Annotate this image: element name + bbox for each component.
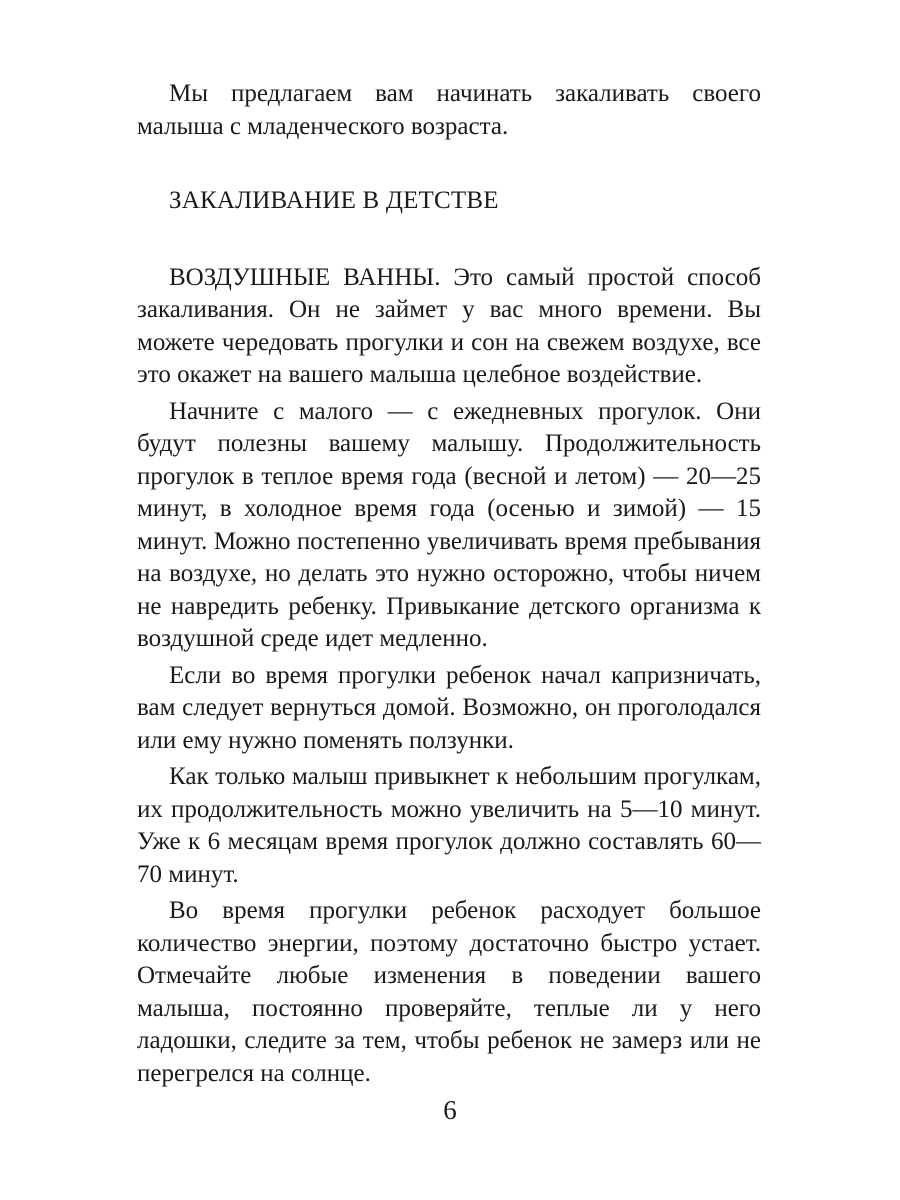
paragraph-increase-duration: Как только малыш привыкнет к небольшим прогулкам, их продолжительность можно увеличить на 5—10 минут. Уже к 6 месяцам время прогулок должно составлять 60—70 минут.	[137, 763, 761, 888]
intro-paragraph: Мы предлагаем вам начинать закаливать своего малыша с младенческого возраста.	[137, 80, 761, 140]
section-heading: ЗАКАЛИВАНИЕ В ДЕТСТВЕ	[169, 187, 499, 214]
paragraph-energy: Во время прогулки ребенок расходует большое количество энергии, поэтому достаточно быстро устает. Отмечайте любые изменения в поведении вашего малыша, постоянно проверяйте, теплые ли у него ладошки, следите за тем, чтобы ребенок не замерз или не перегрелся на солнце.	[137, 897, 761, 1087]
paragraph-fussy-child: Если во время прогулки ребенок начал капризничать, вам следует вернуться домой. Возможно, он проголодался или ему нужно поменять ползунки.	[137, 661, 761, 754]
book-page-text	[137, 78, 761, 1094]
paragraph-air-baths: ВОЗДУШНЫЕ ВАННЫ. Это самый простой способ закаливания. Он не займет у вас много времени. Вы можете чередовать прогулки и сон на свежем воздухе, все это окажет на вашего малыша целебное воздействие.	[137, 263, 761, 388]
paragraph-start-small: Начните с малого — с ежедневных прогулок. Они будут полезны вашему малышу. Продолжительность прогулок в теплое время года (весной и летом) — 20—25 минут, в холодное время года (осенью и зимой) — 15 минут. Можно постепенно увеличивать время пребывания на воздухе, но делать это нужно осторожно, чтобы ничем не навредить ребенку. Привыкание детского организма к воздушной среде идет медленно.	[137, 397, 761, 652]
page-number: 6	[443, 1095, 457, 1125]
